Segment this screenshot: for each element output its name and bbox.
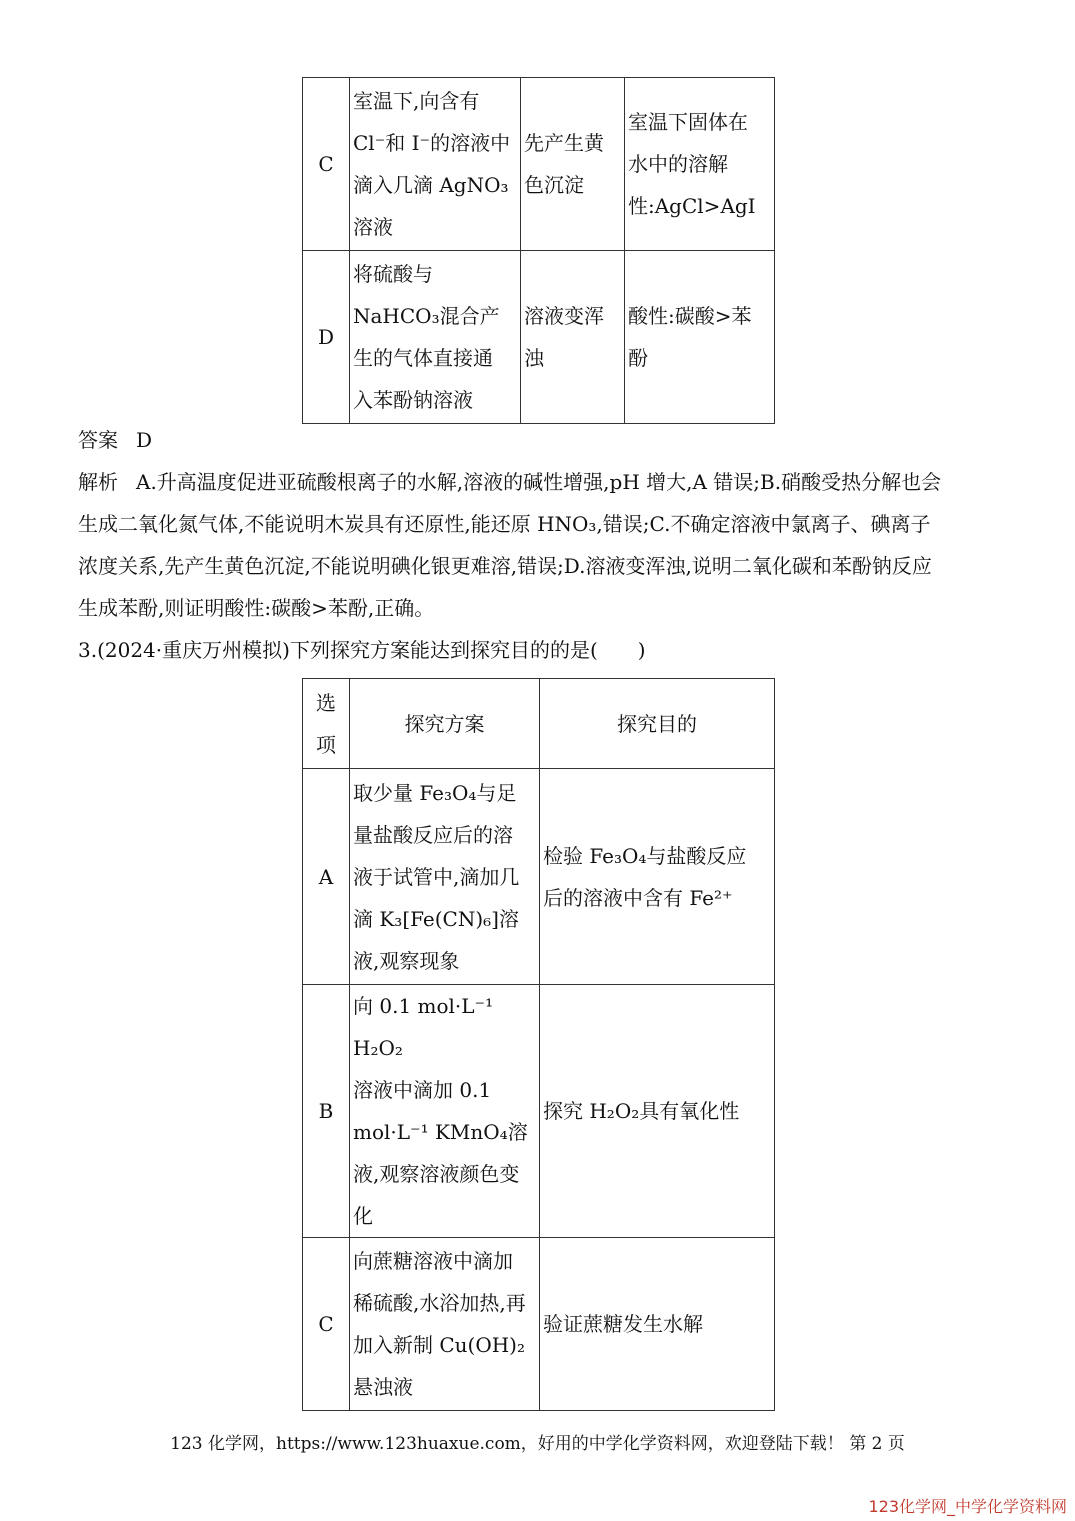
header-option: 选 项 <box>303 679 350 769</box>
experiment-table-2 <box>302 678 775 1411</box>
phenomenon-cell: 溶液变浑 浊 <box>521 251 625 424</box>
table-row <box>303 251 775 424</box>
table-row <box>303 769 775 985</box>
purpose-cell: 探究 H₂O₂具有氧化性 <box>540 985 775 1238</box>
answer-line <box>78 419 152 461</box>
answer-label: 答案 <box>78 428 118 452</box>
option-cell: D <box>303 251 350 424</box>
table-row <box>303 1238 775 1411</box>
analysis-line: 解析 A.升高温度促进亚硫酸根离子的水解,溶液的碱性增强,pH 增大,A 错误;B.硝酸受热分解也会 <box>78 461 998 503</box>
experiment-table-1 <box>302 77 775 424</box>
phenomenon-cell: 先产生黄 色沉淀 <box>521 78 625 251</box>
table-row <box>303 78 775 251</box>
method-cell: 室温下,向含有 Cl⁻和 I⁻的溶液中 滴入几滴 AgNO₃ 溶液 <box>350 78 521 251</box>
table-row <box>303 985 775 1238</box>
question-3: 3.(2024·重庆万州模拟)下列探究方案能达到探究目的的是( ) <box>78 638 646 662</box>
conclusion-cell: 酸性:碳酸>苯 酚 <box>625 251 775 424</box>
conclusion-cell: 室温下固体在 水中的溶解 性:AgCl>AgI <box>625 78 775 251</box>
analysis-line: 生成二氧化氮气体,不能说明木炭具有还原性,能还原 HNO₃,错误;C.不确定溶液中氯离子、碘离子 <box>78 512 931 536</box>
option-cell: A <box>303 769 350 985</box>
answer-value: D <box>136 428 153 452</box>
header-purpose: 探究目的 <box>540 679 775 769</box>
method-cell: 向蔗糖溶液中滴加 稀硫酸,水浴加热,再 加入新制 Cu(OH)₂ 悬浊液 <box>350 1238 540 1411</box>
option-cell: C <box>303 78 350 251</box>
analysis-line: 生成苯酚,则证明酸性:碳酸>苯酚,正确。 <box>78 596 435 620</box>
page-footer: 123 化学网，https://www.123huaxue.com，好用的中学化学资料网，欢迎登陆下载！ 第 2 页 <box>170 1434 905 1454</box>
purpose-cell: 验证蔗糖发生水解 <box>540 1238 775 1411</box>
analysis-label: 解析 <box>78 470 118 494</box>
method-cell: 向 0.1 mol·L⁻¹ H₂O₂ 溶液中滴加 0.1 mol·L⁻¹ KMnO₄溶 液,观察溶液颜色变 化 <box>350 985 540 1238</box>
site-watermark: 123化学网_中学化学资料网 <box>868 1497 1067 1516</box>
option-cell: B <box>303 985 350 1238</box>
option-cell: C <box>303 1238 350 1411</box>
table-header-row <box>303 679 775 769</box>
analysis-line: 浓度关系,先产生黄色沉淀,不能说明碘化银更难溶,错误;D.溶液变浑浊,说明二氧化碳和苯酚钠反应 <box>78 554 932 578</box>
method-cell: 取少量 Fe₃O₄与足 量盐酸反应后的溶 液于试管中,滴加几 滴 K₃[Fe(CN)₆]溶 液,观察现象 <box>350 769 540 985</box>
method-cell: 将硫酸与 NaHCO₃混合产 生的气体直接通 入苯酚钠溶液 <box>350 251 521 424</box>
analysis-block <box>78 461 998 629</box>
purpose-cell: 检验 Fe₃O₄与盐酸反应 后的溶液中含有 Fe²⁺ <box>540 769 775 985</box>
header-method: 探究方案 <box>350 679 540 769</box>
